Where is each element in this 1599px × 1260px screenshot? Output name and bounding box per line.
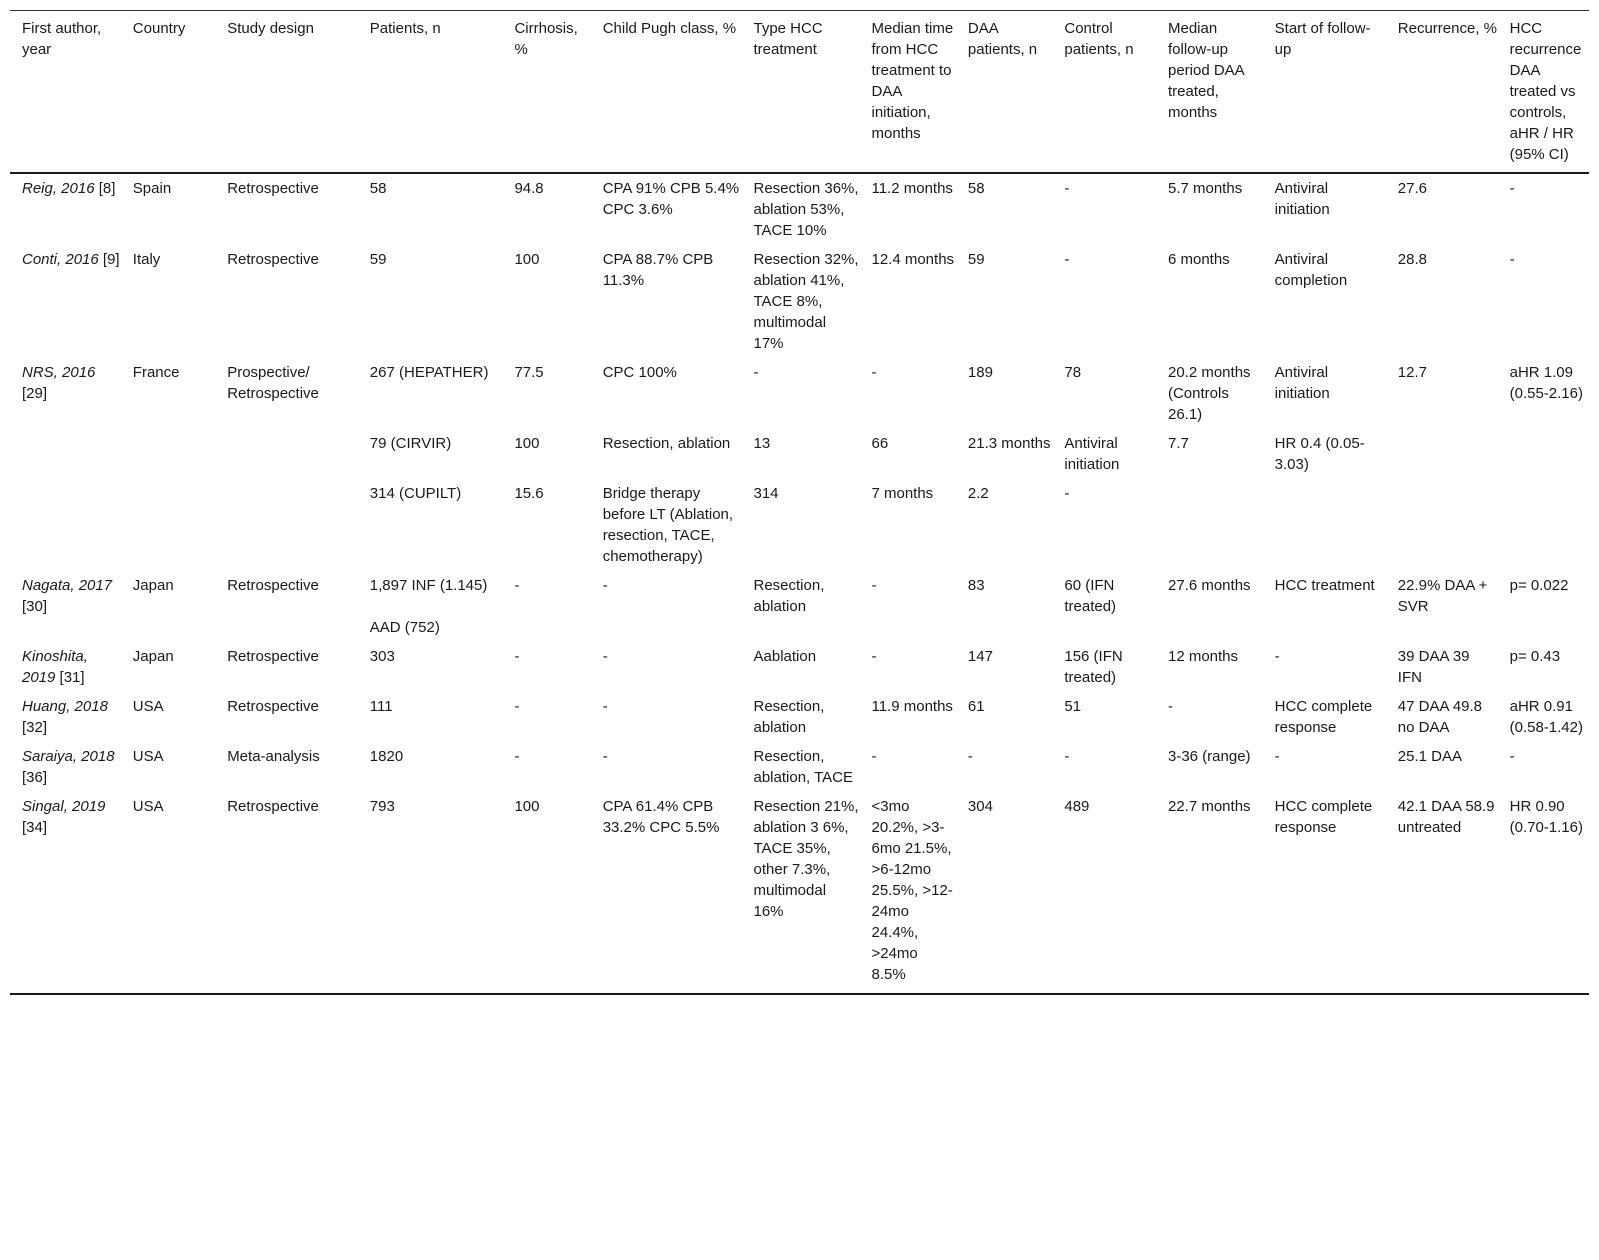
reference: [8] (98, 180, 116, 197)
cell-hr: aHR 1.09 (0.55-2.16) (1509, 364, 1583, 402)
cell-control: - (1064, 251, 1070, 268)
cell-recurrence: 47 DAA 49.8 no DAA (1397, 698, 1483, 736)
cell-start: - (1274, 648, 1280, 665)
cell-patients: 59 (369, 251, 387, 268)
cell-recurrence: 12.7 (1397, 364, 1427, 381)
cell-control: 489 (1052, 792, 1156, 994)
cell-author (10, 742, 121, 792)
cell-country: Japan (132, 577, 174, 594)
cell-start: Antiviral completion (1274, 251, 1348, 289)
cell-cirrhosis: - (514, 698, 520, 715)
cell-design: Retrospective (227, 251, 319, 268)
cell-recurrence: 22.9% DAA + SVR (1397, 577, 1488, 615)
cell-treatment: - (753, 364, 759, 381)
cell-daa: 2.2 (967, 485, 989, 502)
cell-daa: 189 (967, 364, 993, 381)
author-name: Saraiya, 2018 (22, 748, 115, 765)
cell-patients: 303 (369, 648, 395, 665)
cell-cirrhosis: - (514, 748, 520, 765)
cell-author (10, 245, 121, 358)
patients-aad: AAD (752) (369, 619, 440, 636)
cell-control: 78 (1064, 364, 1082, 381)
table-row (10, 642, 1589, 692)
header-cirrhosis: Cirrhosis, % (502, 11, 590, 174)
cell-author (10, 692, 121, 742)
cell-treatment: 13 (753, 435, 771, 452)
study-table (10, 10, 1589, 995)
header-patients: Patients, n (358, 11, 503, 174)
cell-patients: 58 (369, 180, 387, 197)
cell-control: - (1064, 180, 1070, 197)
cell-patients: 267 (HEPATHER) (369, 364, 489, 381)
cell-patients: 314 (CUPILT) (369, 485, 462, 502)
cell-followup: 3-36 (range) (1167, 748, 1251, 765)
cell-hr: - (1509, 748, 1515, 765)
cell-treatment: 314 (753, 485, 779, 502)
cell-patients: 793 (358, 792, 503, 994)
cell-treatment: Resection 36%, ablation 53%, TACE 10% (753, 180, 859, 239)
table-row (10, 173, 1589, 245)
cell-country: USA (132, 698, 164, 715)
cell-hr: - (1509, 251, 1515, 268)
table-row (10, 358, 1589, 429)
cell-cirrhosis: 15.6 (514, 485, 544, 502)
cell-design: Meta-analysis (227, 748, 320, 765)
cell-start: Antiviral initiation (1274, 364, 1330, 402)
table-row (10, 571, 1589, 642)
cell-median-time: - (871, 648, 877, 665)
cell-treatment: Aablation (753, 648, 817, 665)
cell-median-time: - (871, 748, 877, 765)
cell-patients: 79 (CIRVIR) (369, 435, 452, 452)
cell-daa: 58 (967, 180, 985, 197)
header-median-time: Median time from HCC treatment to DAA initiation, months (859, 11, 955, 174)
cell-daa: 61 (967, 698, 985, 715)
cell-patients: 1820 (369, 748, 404, 765)
cell-followup: 6 months (1167, 251, 1230, 268)
cell-author (10, 792, 121, 994)
cell-recurrence: 27.6 (1397, 180, 1427, 197)
cell-cirrhosis: 77.5 (514, 364, 544, 381)
cell-treatment: Resection 21%, ablation 3 6%, TACE 35%, other 7.3%, multimodal 16% (742, 792, 860, 994)
cell-child-pugh: CPA 88.7% CPB 11.3% (602, 251, 714, 289)
cell-design: Prospective/ Retrospective (227, 364, 319, 402)
cell-followup: 20.2 months (Controls 26.1) (1167, 364, 1251, 423)
cell-start: HCC complete response (1263, 792, 1386, 994)
cell-followup: 5.7 months (1167, 180, 1243, 197)
header-control-patients: Control patients, n (1052, 11, 1156, 174)
table-row (10, 245, 1589, 358)
author-name: Kinoshita, 2019 (22, 648, 88, 686)
cell-start: HCC complete response (1274, 698, 1373, 736)
cell-cirrhosis: 100 (514, 251, 540, 268)
cell-treatment: Resection, ablation (753, 698, 825, 736)
cell-patients: 111 (369, 698, 393, 715)
cell-median-time: 11.2 months (871, 180, 953, 197)
cell-country: USA (132, 748, 164, 765)
reference: [32] (22, 719, 48, 736)
cell-child-pugh: Resection, ablation (602, 435, 731, 452)
reference: [36] (22, 769, 48, 786)
cell-median-time: - (871, 577, 877, 594)
cell-treatment: Resection, ablation (753, 577, 825, 615)
cell-treatment: Resection 32%, ablation 41%, TACE 8%, multimodal 17% (753, 251, 859, 352)
cell-recurrence: 39 DAA 39 IFN (1397, 648, 1470, 686)
table-row (10, 479, 1589, 571)
cell-start: HCC treatment (1274, 577, 1375, 594)
table-row (10, 692, 1589, 742)
cell-cirrhosis: 100 (514, 435, 540, 452)
cell-hr: p= 0.43 (1509, 648, 1561, 665)
cell-control: Antiviral initiation (1064, 435, 1120, 473)
cell-cirrhosis: - (514, 648, 520, 665)
cell-recurrence: 28.8 (1397, 251, 1427, 268)
author-name: Singal, 2019 (22, 798, 106, 815)
reference: [34] (22, 819, 48, 836)
cell-daa: - (967, 748, 973, 765)
cell-child-pugh: CPC 100% (602, 364, 677, 381)
cell-child-pugh: CPA 91% CPB 5.4% CPC 3.6% (602, 180, 740, 218)
cell-daa: 304 (956, 792, 1052, 994)
cell-design: Retrospective (227, 648, 319, 665)
cell-child-pugh: Bridge therapy before LT (Ablation, resection, TACE, chemotherapy) (602, 485, 734, 565)
author-name: NRS, 2016 (22, 364, 96, 381)
cell-country: Spain (132, 180, 172, 197)
patients-inf: 1,897 INF (1.145) (369, 577, 488, 594)
cell-control: 51 (1064, 698, 1082, 715)
cell-median-time: 11.9 months (871, 698, 953, 715)
cell-daa: 83 (967, 577, 985, 594)
header-study-design: Study design (215, 11, 358, 174)
cell-followup: 22.7 months (1156, 792, 1263, 994)
reference: [29] (22, 385, 48, 402)
author-name: Huang, 2018 (22, 698, 108, 715)
table-header-row (10, 11, 1589, 174)
cell-daa: 59 (967, 251, 985, 268)
cell-cirrhosis: 94.8 (514, 180, 544, 197)
cell-recurrence: 25.1 DAA (1397, 748, 1462, 765)
author-name: Nagata, 2017 (22, 577, 113, 594)
header-country: Country (121, 11, 215, 174)
header-start-followup: Start of follow-up (1263, 11, 1386, 174)
cell-median-time: 12.4 months (871, 251, 955, 268)
study-table-container (10, 10, 1589, 995)
cell-hr: HR 0.90 (0.70-1.16) (1498, 792, 1589, 994)
reference: [9] (102, 251, 120, 268)
cell-design: Retrospective (215, 792, 358, 994)
cell-median-time: - (871, 364, 877, 381)
cell-cirrhosis: 100 (502, 792, 590, 994)
cell-country: France (132, 364, 180, 381)
header-recurrence: Recurrence, % (1386, 11, 1498, 174)
header-first-author: First author, year (10, 11, 121, 174)
cell-followup: 27.6 months (1167, 577, 1251, 594)
cell-child-pugh: - (602, 698, 608, 715)
cell-hr: - (1509, 180, 1515, 197)
cell-country: USA (121, 792, 215, 994)
header-followup: Median follow-up period DAA treated, months (1156, 11, 1263, 174)
cell-recurrence: 42.1 DAA 58.9 untreated (1386, 792, 1498, 994)
cell-design: Retrospective (227, 180, 319, 197)
cell-child-pugh: CPA 61.4% CPB 33.2% CPC 5.5% (591, 792, 742, 994)
cell-author (10, 642, 121, 692)
cell-treatment: Resection, ablation, TACE (753, 748, 853, 786)
cell-median-time: <3mo 20.2%, >3-6mo 21.5%, >6-12mo 25.5%, >12-24mo 24.4%, >24mo 8.5% (859, 792, 955, 994)
cell-design: Retrospective (227, 577, 319, 594)
cell-child-pugh: - (602, 577, 608, 594)
cell-hr: aHR 0.91 (0.58-1.42) (1509, 698, 1583, 736)
cell-control: - (1064, 748, 1070, 765)
cell-cirrhosis: - (514, 577, 520, 594)
cell-control: 156 (IFN treated) (1064, 648, 1123, 686)
cell-design: Retrospective (227, 698, 319, 715)
table-row (10, 742, 1589, 792)
cell-start: HR 0.4 (0.05-3.03) (1274, 435, 1365, 473)
cell-followup: 12 months (1167, 648, 1239, 665)
table-row (10, 429, 1589, 479)
cell-daa: 21.3 months (967, 435, 1051, 452)
cell-daa: 147 (967, 648, 993, 665)
cell-median-time: 7 months (871, 485, 934, 502)
cell-followup: - (1167, 698, 1173, 715)
header-hcc-recurrence-hr: HCC recurrence DAA treated vs controls, aHR / HR (95% CI) (1498, 11, 1589, 174)
cell-median-time: 66 (871, 435, 889, 452)
reference: [31] (59, 669, 85, 686)
cell-hr: p= 0.022 (1509, 577, 1569, 594)
cell-country: Italy (132, 251, 161, 268)
cell-start: Antiviral initiation (1274, 180, 1330, 218)
header-daa-patients: DAA patients, n (956, 11, 1052, 174)
header-child-pugh: Child Pugh class, % (591, 11, 742, 174)
cell-followup: 7.7 (1167, 435, 1189, 452)
cell-author (10, 571, 121, 642)
author-name: Conti, 2016 (22, 251, 99, 268)
author-name: Reig, 2016 (22, 180, 95, 197)
header-hcc-treatment: Type HCC treatment (742, 11, 860, 174)
cell-author (10, 358, 121, 429)
cell-country: Japan (132, 648, 174, 665)
cell-patients (358, 571, 503, 642)
cell-child-pugh: - (602, 648, 608, 665)
cell-start: - (1274, 748, 1280, 765)
cell-control: - (1064, 485, 1070, 502)
reference: [30] (22, 598, 48, 615)
table-row (10, 792, 1589, 994)
cell-author (10, 173, 121, 245)
cell-child-pugh: - (602, 748, 608, 765)
cell-control: 60 (IFN treated) (1064, 577, 1117, 615)
